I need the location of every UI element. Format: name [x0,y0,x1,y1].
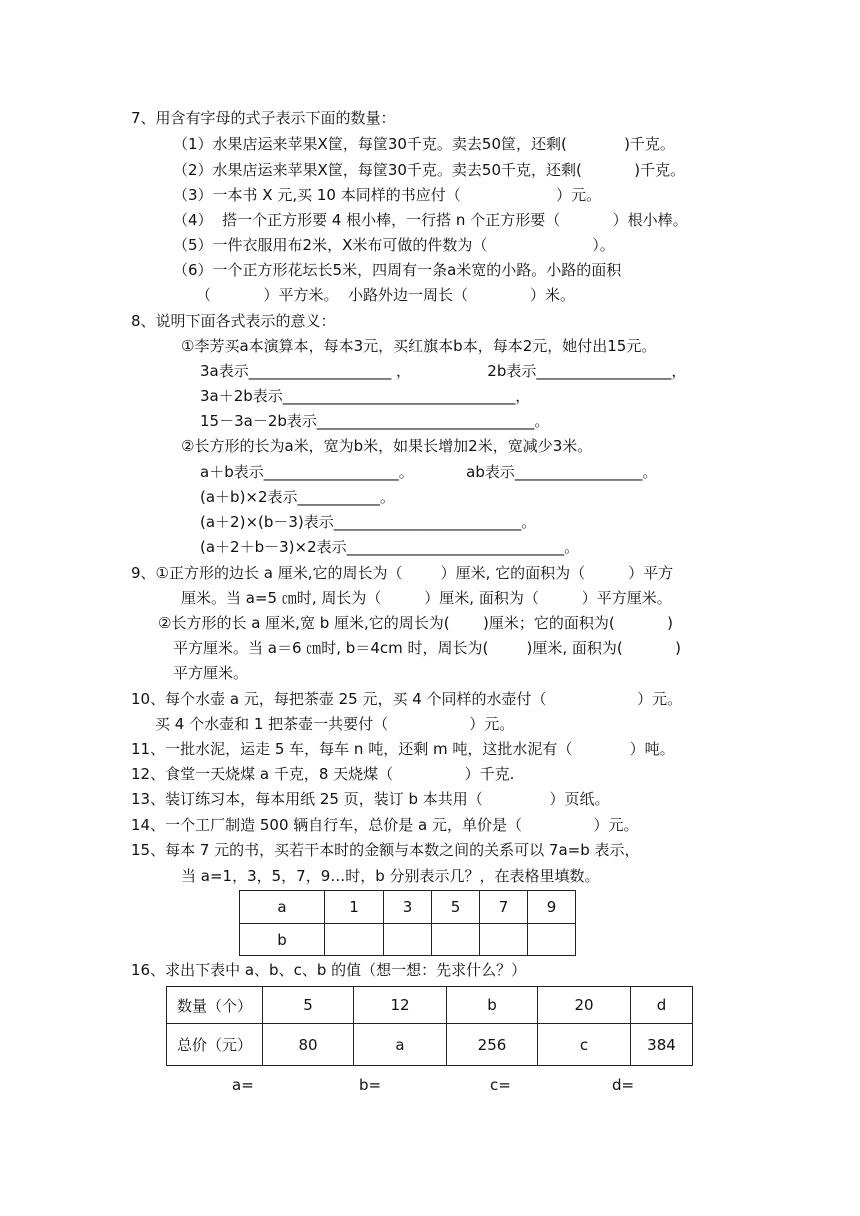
table-cell: b [240,924,325,956]
q10-line-2: 买 4 个水壶和 1 把茶壶一共要付（ ）元。 [155,715,515,733]
q15-line-1: 15、每本 7 元的书，买若干本时的金额与本数之间的关系可以 7a=b 表示， [131,841,640,859]
table-cell: 总价（元） [167,1024,263,1066]
table-cell: a [240,891,325,924]
q16-title: 16、求出下表中 a、b、c、b 的值（想一想：先求什么？） [131,961,527,979]
q9-line-5: 平方厘米。 [173,664,249,682]
q8-part1-line-3: 15－3a－2b表示_____________________________。 [200,412,550,430]
q7-line-3: （3）一本书 X 元,买 10 本同样的书应付（ ）元。 [173,186,602,204]
table-cell: 3 [384,891,432,924]
table-cell[interactable] [480,924,528,956]
q8-title: 8、说明下面各式表示的意义： [131,312,336,330]
q8-part2-line-3: (a＋2)×(b－3)表示_________________________。 [200,513,537,531]
q9-line-1: 9、①正方形的边长 a 厘米,它的周长为（ ）厘米, 它的面积为（ ）平方 [131,564,674,582]
q11: 11、一批水泥，运走 5 车，每车 n 吨，还剩 m 吨，这批水泥有（ ）吨。 [131,740,675,758]
q10-line-1: 10、每个水壶 a 元，每把茶壶 25 元，买 4 个同样的水壶付（ ）元。 [131,690,683,708]
q9-line-2: 厘米。当 a=5 ㎝时, 周长为（ ）厘米, 面积为（ ）平方厘米。 [181,589,672,607]
table-cell: c [538,1024,631,1066]
q7-line-4: （4） 搭一个正方形要 4 根小棒，一行搭 n 个正方形要（ ）根小棒。 [173,211,688,229]
q7-title: 7、用含有字母的式子表示下面的数量： [131,109,396,127]
q7-line-1: （1）水果店运来苹果X筐，每筐30千克。卖去50筐，还剩( )千克。 [173,135,675,153]
q7-line-7: （ ）平方米。 小路外边一周长（ ）米。 [196,286,575,304]
table-cell: a [354,1024,447,1066]
q9-line-4: 平方厘米。当 a＝6 ㎝时, b＝4cm 时，周长为( )厘米, 面积为( ) [173,639,682,657]
q8-part1-line-2: 3a＋2b表示_______________________________， [200,387,531,405]
q12: 12、食堂一天烧煤 a 千克，8 天烧煤（ ）千克. [131,765,515,783]
table-cell: 数量（个） [167,987,263,1024]
table-cell[interactable] [325,924,384,956]
q8-part2-line-4: (a＋2＋b－3)×2表示_____________________________。 [200,538,580,556]
q8-part1: ①李芳买a本演算本，每本3元，买红旗本b本，每本2元，她付出15元。 [181,337,657,355]
answer-c: c= [490,1076,511,1094]
table-cell: 80 [263,1024,354,1066]
table-cell[interactable] [528,924,576,956]
table-cell: 12 [354,987,447,1024]
q16-table [166,986,693,1066]
table-cell: 20 [538,987,631,1024]
answer-b: b= [359,1076,382,1094]
q15-line-2: 当 a=1，3，5，7，9…时，b 分别表示几？，在表格里填数。 [181,867,600,885]
table-cell: 7 [480,891,528,924]
table-cell[interactable] [432,924,480,956]
table-cell: b [447,987,538,1024]
q8-part1-line-1: 3a表示___________________ ， 2b表示__________________， [200,362,687,380]
answer-a: a= [232,1076,254,1094]
q8-part2: ②长方形的长为a米，宽为b米，如果长增加2米，宽减少3米。 [181,437,593,455]
table-cell: 256 [447,1024,538,1066]
q7-line-5: （5）一件衣服用布2米，X米布可做的件数为（ ）。 [173,236,615,254]
q7-line-2: （2）水果店运来苹果X筐，每筐30千克。卖去50千克，还剩( )千克。 [173,161,686,179]
q8-part2-line-2: (a＋b)×2表示___________。 [200,488,396,506]
table-cell: 5 [263,987,354,1024]
q9-line-3: ②长方形的长 a 厘米,宽 b 厘米,它的周长为( )厘米；它的面积为( ) [158,614,674,632]
table-cell: 384 [631,1024,693,1066]
q13: 13、装订练习本，每本用纸 25 页，装订 b 本共用（ ）页纸。 [131,790,610,808]
table-cell: d [631,987,693,1024]
table-cell: 9 [528,891,576,924]
table-cell[interactable] [384,924,432,956]
q15-table [239,890,576,956]
q7-line-6: （6）一个正方形花坛长5米，四周有一条a米宽的小路。小路的面积 [173,261,622,279]
q8-part2-line-1: a＋b表示__________________。 ab表示_________________。 [200,463,658,481]
table-cell: 1 [325,891,384,924]
q14: 14、一个工厂制造 500 辆自行车，总价是 a 元，单价是（ ）元。 [131,816,639,834]
answer-d: d= [612,1076,635,1094]
table-cell: 5 [432,891,480,924]
